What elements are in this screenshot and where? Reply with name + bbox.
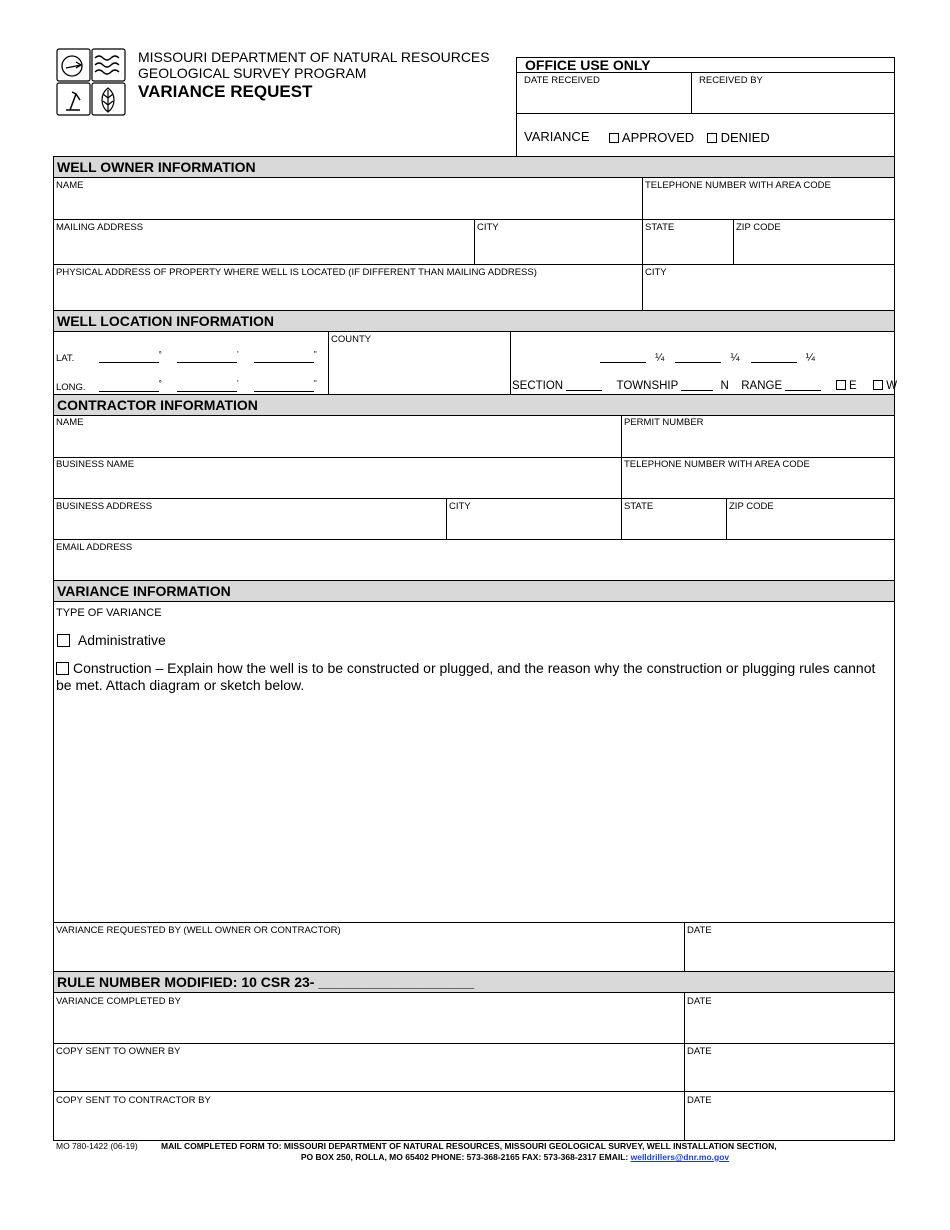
owner-physical-label: PHYSICAL ADDRESS OF PROPERTY WHERE WELL IS LOCATED (IF DIFFERENT THAN MAILING ADDRESS) — [56, 267, 537, 278]
approved-option[interactable] — [609, 130, 694, 145]
section-rule-number: RULE NUMBER MODIFIED: 10 CSR 23- ____________________ — [53, 971, 895, 993]
permit-number-input[interactable] — [624, 433, 894, 455]
requested-by-label: VARIANCE REQUESTED BY (WELL OWNER OR CONTRACTOR) — [56, 925, 341, 936]
owner-zip-input[interactable] — [736, 238, 894, 262]
owner-state-input[interactable] — [645, 238, 733, 262]
quarter-symbol: ¼ — [730, 352, 740, 364]
quarter-blank-3[interactable] — [751, 350, 797, 363]
range-label: RANGE — [741, 380, 783, 392]
long-seconds-blank[interactable] — [254, 379, 314, 392]
plss-row — [512, 378, 897, 392]
requested-date-label: DATE — [687, 925, 712, 936]
section-label: SECTION — [512, 380, 564, 392]
contractor-name-input[interactable] — [56, 433, 620, 455]
owner-mailing-input[interactable] — [56, 238, 472, 262]
west-label: W — [886, 380, 898, 392]
county-input[interactable] — [331, 352, 509, 376]
long-minutes-blank[interactable] — [177, 379, 237, 392]
received-by-label: RECEIVED BY — [699, 75, 763, 86]
owner-name-input[interactable] — [56, 196, 640, 218]
email-link[interactable]: welldrillers@dnr.mo.gov — [630, 1152, 730, 1162]
contractor-state-input[interactable] — [624, 516, 726, 538]
section-contractor: CONTRACTOR INFORMATION — [53, 394, 895, 416]
denied-label: DENIED — [720, 130, 770, 145]
department-logo — [56, 48, 126, 116]
completed-by-input[interactable] — [56, 1014, 682, 1040]
owner-telephone-label: TELEPHONE NUMBER WITH AREA CODE — [645, 180, 831, 191]
completed-date-input[interactable] — [687, 1014, 894, 1040]
business-address-input[interactable] — [56, 516, 445, 538]
owner-telephone-input[interactable] — [645, 196, 894, 218]
owner-date-input[interactable] — [687, 1063, 894, 1089]
degree-symbol: ° — [158, 379, 162, 388]
denied-option[interactable] — [707, 130, 770, 145]
email-address-label: EMAIL ADDRESS — [56, 542, 133, 553]
owner-by-label: COPY SENT TO OWNER BY — [56, 1046, 181, 1057]
east-checkbox[interactable] — [836, 380, 846, 390]
program-name: GEOLOGICAL SURVEY PROGRAM — [138, 65, 367, 81]
construction-checkbox[interactable] — [56, 662, 69, 675]
contractor-city-input[interactable] — [449, 516, 619, 538]
long-degrees-blank[interactable] — [99, 379, 159, 392]
completed-by-label: VARIANCE COMPLETED BY — [56, 996, 181, 1007]
variance-label: VARIANCE — [524, 129, 590, 144]
business-address-label: BUSINESS ADDRESS — [56, 501, 153, 512]
approved-checkbox[interactable] — [609, 133, 619, 143]
contractor-date-input[interactable] — [687, 1112, 894, 1138]
form-title: VARIANCE REQUEST — [138, 82, 313, 101]
lat-degrees-blank[interactable] — [99, 350, 159, 363]
construction-option[interactable] — [56, 660, 890, 694]
administrative-option[interactable] — [57, 632, 166, 648]
mailing-instructions: MAIL COMPLETED FORM TO: MISSOURI DEPARTMENT OF NATURAL RESOURCES, MISSOURI GEOLOGICAL SURVEY, WELL INSTALLATION SECTION, — [161, 1141, 777, 1151]
section-well-owner: WELL OWNER INFORMATION — [53, 156, 895, 178]
owner-date-label: DATE — [687, 1046, 712, 1057]
contractor-date-label: DATE — [687, 1095, 712, 1106]
office-use-title: OFFICE USE ONLY — [525, 57, 651, 73]
lat-label: LAT. — [56, 353, 75, 365]
department-name: MISSOURI DEPARTMENT OF NATURAL RESOURCES — [138, 49, 490, 65]
county-label: COUNTY — [331, 334, 372, 345]
north-label: N — [720, 380, 729, 392]
township-label: TOWNSHIP — [616, 380, 679, 392]
owner-city2-input[interactable] — [645, 284, 894, 308]
contractor-by-label: COPY SENT TO CONTRACTOR BY — [56, 1095, 211, 1106]
quarter-symbol: ¼ — [805, 352, 815, 364]
contractor-name-label: NAME — [56, 417, 84, 428]
owner-state-label: STATE — [645, 222, 675, 233]
permit-number-label: PERMIT NUMBER — [624, 417, 704, 428]
long-label: LONG. — [56, 382, 86, 394]
contractor-telephone-label: TELEPHONE NUMBER WITH AREA CODE — [624, 459, 810, 470]
type-of-variance-label: TYPE OF VARIANCE — [56, 607, 162, 619]
west-checkbox[interactable] — [873, 380, 883, 390]
latitude-row — [56, 350, 317, 364]
quarter-symbol: ¼ — [655, 352, 665, 364]
business-name-label: BUSINESS NAME — [56, 459, 135, 470]
administrative-checkbox[interactable] — [57, 634, 70, 647]
contractor-telephone-input[interactable] — [624, 475, 894, 497]
contractor-state-label: STATE — [624, 501, 654, 512]
east-label: E — [848, 380, 857, 392]
minute-symbol: ' — [237, 379, 239, 388]
contact-address: PO BOX 250, ROLLA, MO 65402 PHONE: 573-368-2165 FAX: 573-368-2317 EMAIL: — [300, 1152, 631, 1162]
section-variance: VARIANCE INFORMATION — [53, 580, 895, 602]
owner-by-input[interactable] — [56, 1063, 682, 1089]
lat-minutes-blank[interactable] — [177, 350, 237, 363]
business-name-input[interactable] — [56, 475, 620, 497]
section-blank[interactable] — [566, 378, 602, 391]
construction-label: Construction – Explain how the well is to be constructed or plugged, and the reason why the construction or plugging rules cannot be met. Attach diagram or sketch below. — [56, 660, 876, 693]
contractor-zip-input[interactable] — [729, 516, 894, 538]
denied-checkbox[interactable] — [707, 133, 717, 143]
second-symbol: " — [313, 350, 317, 359]
completed-date-label: DATE — [687, 996, 712, 1007]
approved-label: APPROVED — [621, 130, 695, 145]
email-address-input[interactable] — [56, 557, 890, 579]
owner-mailing-label: MAILING ADDRESS — [56, 222, 144, 233]
requested-by-input[interactable] — [56, 942, 682, 968]
administrative-label: Administrative — [77, 632, 166, 648]
range-blank[interactable] — [785, 378, 821, 391]
degree-symbol: ° — [158, 350, 162, 359]
owner-city-label: CITY — [477, 222, 499, 233]
township-blank[interactable] — [681, 378, 713, 391]
quarter-blank-2[interactable] — [675, 350, 721, 363]
quarter-blank-1[interactable] — [600, 350, 646, 363]
form-number: MO 780-1422 (06-19) — [56, 1141, 138, 1151]
date-received-label: DATE RECEIVED — [524, 75, 600, 86]
contractor-by-input[interactable] — [56, 1112, 682, 1138]
owner-name-label: NAME — [56, 180, 84, 191]
second-symbol: " — [313, 379, 317, 388]
owner-city-input[interactable] — [477, 238, 641, 262]
lat-seconds-blank[interactable] — [254, 350, 314, 363]
minute-symbol: ' — [237, 350, 239, 359]
requested-date-input[interactable] — [687, 942, 894, 968]
contractor-city-label: CITY — [449, 501, 471, 512]
owner-physical-input[interactable] — [56, 284, 640, 308]
construction-explanation-area[interactable] — [57, 700, 893, 922]
contact-line — [0, 1152, 950, 1162]
owner-city2-label: CITY — [645, 267, 667, 278]
section-well-location: WELL LOCATION INFORMATION — [53, 310, 895, 332]
longitude-row — [56, 379, 317, 393]
contractor-zip-label: ZIP CODE — [729, 501, 774, 512]
owner-zip-label: ZIP CODE — [736, 222, 781, 233]
quarter-section-row — [600, 350, 815, 364]
